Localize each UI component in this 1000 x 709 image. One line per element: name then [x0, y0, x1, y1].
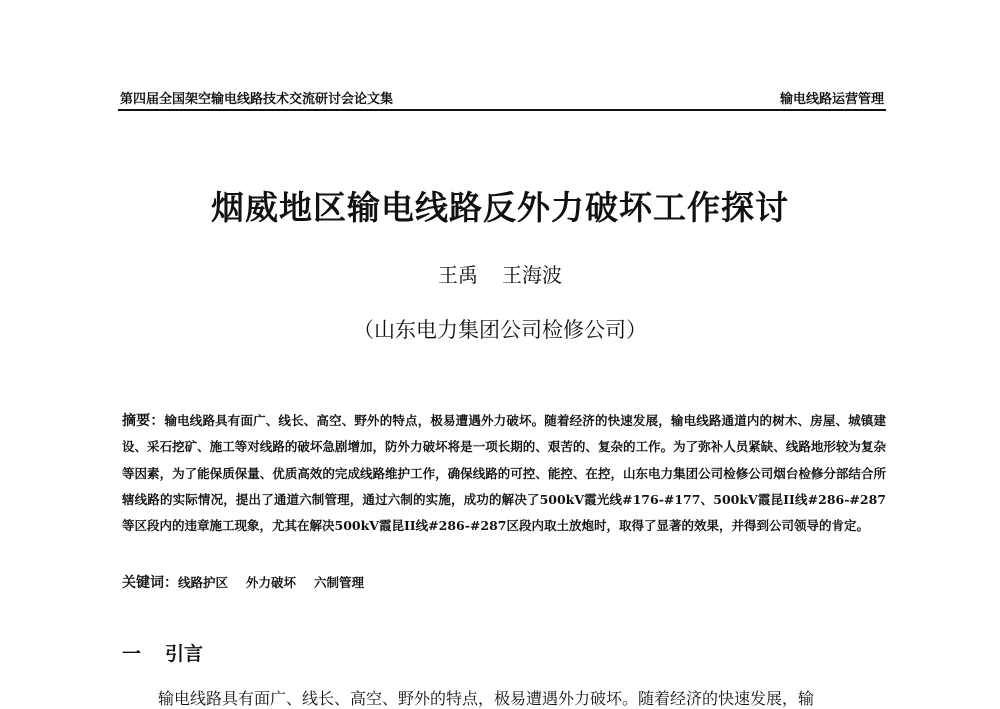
body-paragraph: 输电线路具有面广、线长、高空、野外的特点，极易遭遇外力破坏。随着经济的快速发展，输	[158, 689, 815, 708]
abstract-label: 摘要：	[122, 413, 165, 429]
keywords-label: 关键词：	[122, 575, 178, 591]
abstract	[122, 408, 886, 539]
header-section-name: 输电线路运营管理	[779, 92, 884, 107]
authors	[0, 259, 1000, 288]
section-number: 一	[122, 643, 142, 665]
section-title: 引言	[165, 643, 204, 665]
affiliation: （山东电力集团公司检修公司）	[353, 318, 647, 342]
header-rule	[118, 109, 886, 111]
abstract-text: 输电线路具有面广、线长、高空、野外的特点，极易遭遇外力破坏。随着经济的快速发展，输电线路通道内的树木、房屋、城镇建设、采石挖矿、施工等对线路的破坏急剧增加，防外力破坏将是一项长期的、艰苦的、复杂的工作。为了弥补人员紧缺、线路地形较为复杂等因素，为了能保质保量、优质高效的完成线路维护工作，确保线路的可控、能控、在控，山东电力集团公司检修公司烟台检修分部结合所辖线路的实际情况，提出了通道六制管理，通过六制的实施，成功的解决了500kV霞光线#176-#177、500kV霞昆II线#286-#287等区段内的违章施工现象，尤其在解决500kV霞昆II线#286-#287区段内取土放炮时，取得了显著的效果，并得到公司领导的肯定。	[122, 413, 886, 534]
keyword: 外力破坏	[246, 575, 297, 590]
author-name: 王禹	[438, 263, 478, 287]
author-name: 王海波	[502, 263, 562, 287]
section-heading	[122, 639, 203, 666]
keyword: 线路护区	[178, 575, 229, 590]
header-proceedings-title: 第四届全国架空输电线路技术交流研讨会论文集	[120, 92, 394, 107]
keywords	[122, 572, 886, 592]
paper-title: 烟威地区输电线路反外力破坏工作探讨	[211, 188, 789, 227]
keyword: 六制管理	[314, 575, 365, 590]
